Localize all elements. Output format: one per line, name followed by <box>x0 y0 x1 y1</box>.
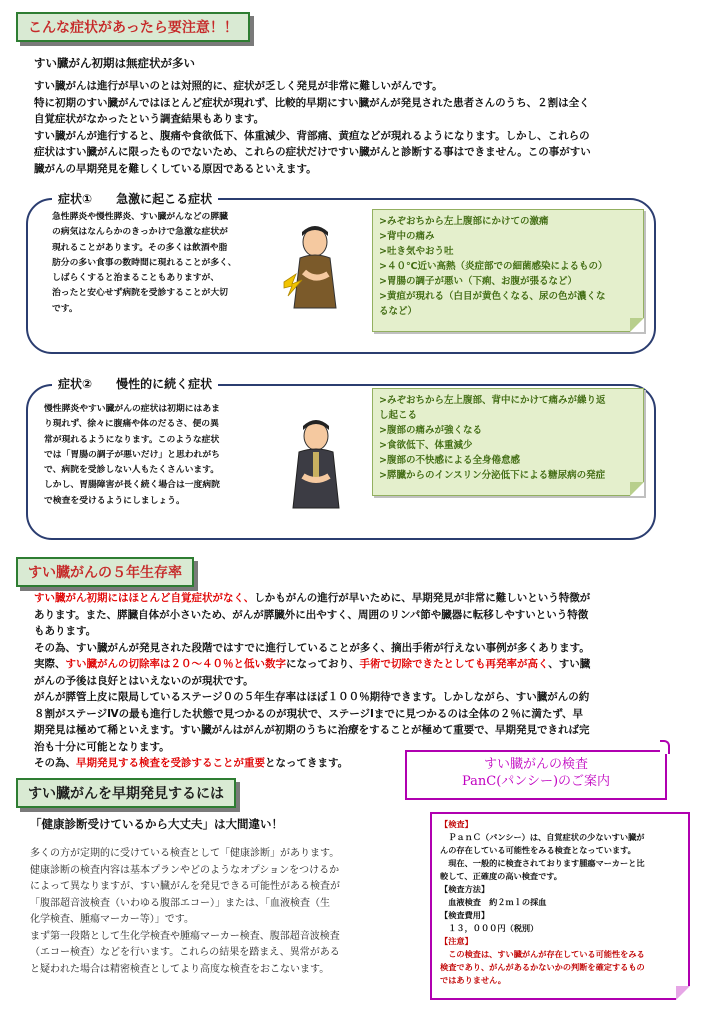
section1-subtitle: すい臓がん初期は無症状が多い <box>34 56 195 70</box>
paragraph-line: すい臓がんが進行すると、腹痛や食欲低下、体重減少、背部痛、黄疸などが現れるようになります。しかし、これらの <box>34 129 590 142</box>
paragraph-line: 健康診断の検査内容は基本プランやどのようなオプションをつけるか <box>30 864 340 876</box>
paragraph-line: 化学検査、腫瘍マーカー等）」です。 <box>30 914 194 925</box>
description-line: では「胃腸の調子が悪いだけ」と思われがち <box>44 449 220 460</box>
panc-label-fee: 【検査費用】 <box>440 910 490 920</box>
panc-label-caution: 【注意】 <box>440 936 473 946</box>
symptom-item: >膵臓からのインスリン分泌低下による糖尿病の発症 <box>379 470 606 481</box>
symptom2-description <box>44 402 279 509</box>
text: しかもがんの進行が早いために、早期発見が非常に難しいという特徴が <box>254 592 591 604</box>
symptom1-title: 症状① 急激に起こる症状 <box>52 190 218 207</box>
banner-curl <box>660 740 670 754</box>
text: になっており、 <box>286 658 360 670</box>
panc-text: 血液検査 約２ｍｌの採血 <box>440 897 547 907</box>
description-line: 急性膵炎や慢性膵炎、すい臓がんなどの膵臓 <box>52 212 228 222</box>
paragraph-line: すい臓がんは進行が早いのとは対照的に、症状が乏しく発見が非常に難しいがんです。 <box>34 80 443 92</box>
description-line: です。 <box>52 303 78 314</box>
paragraph-line: 症状はすい臓がんに限ったものでないため、これらの症状だけですい臓がんと診断する事はできません。この事がすい <box>34 146 591 158</box>
description-line: 治ったと安心せず病院を受診することが大切 <box>52 288 228 299</box>
paragraph-line: あります。また、膵臓自体が小さいため、がんが膵臓外に出やすく、周囲のリンパ節や臓器に転移しやすいという特徴 <box>34 608 589 621</box>
description-line: の病気はなんらかのきっかけで急激な症状が <box>52 227 228 238</box>
stomach-pain-figure-icon <box>285 418 347 510</box>
paragraph-line: 自覚症状がなかったという調査結果もあります。 <box>34 113 265 125</box>
section-header-warning: こんな症状があったら要注意！！ <box>16 12 250 42</box>
section3-subtitle: 「健康診断受けているから大丈夫」は大間違い！ <box>30 817 283 831</box>
panc-text: 較して、正確度の高い検査です。 <box>440 871 562 881</box>
description-line: で検査を受けるようにしましょう。 <box>44 495 185 506</box>
symptom-item: >腹部の痛みが強くなる <box>379 425 482 436</box>
panc-caution-text: 検査であり、がんがあるかないかの判断を確定するもの <box>440 962 645 972</box>
description-line: しばらくすると治まることもありますが、 <box>52 273 220 284</box>
symptom-item: るなど） <box>379 306 418 317</box>
paragraph-line: 「腹部超音波検査（いわゆる腹部エコー）」または、「血液検査（生 <box>30 897 330 909</box>
panc-info-box <box>430 812 690 1000</box>
paragraph-line: 多くの方が定期的に受けている検査として「健康診断」があります。 <box>30 848 340 859</box>
note-fold <box>630 318 644 332</box>
panc-banner-title: すい臓がんの検査 <box>483 757 588 772</box>
description-line: しかし、胃腸障害が長く続く場合は一度病院 <box>44 480 220 491</box>
section-header-early-detection: すい臓がんを早期発見するには <box>16 778 236 808</box>
paragraph-line: によって異なりますが、すい臓がんを発見できる可能性がある検査が <box>30 881 340 892</box>
panc-banner-subtitle: PanC(パンシー)のご案内 <box>461 774 611 789</box>
description-line: 肪分の多い食事の数時間に現れることが多く、 <box>52 257 237 268</box>
symptom-item: >吐き気やおう吐 <box>379 246 454 257</box>
panc-caution-text: ではありません。 <box>440 975 506 985</box>
emphasis: すい臓がん初期にはほとんど自覚症状がなく、 <box>34 592 255 604</box>
symptom2-list <box>372 388 644 496</box>
emphasis: すい臓がんの切除率は２０～４０％と低い数字 <box>65 658 286 670</box>
symptom-item: >みぞおちから左上腹部、背中にかけて痛みが繰り返 <box>379 395 606 406</box>
section3-body <box>30 846 420 978</box>
panc-text: んの存在している可能性をみる検査となっています。 <box>440 845 636 855</box>
symptom-item: >４０℃近い高熱（炎症部での細菌感染によるもの） <box>379 261 608 272</box>
paragraph-line: 特に初期のすい臓がんではほとんど症状が現れず、比較的早期にすい臓がんが発見された患者さんのうち、２割は全く <box>34 96 590 109</box>
paragraph-line: ８割がステージⅣの最も進行した状態で見つかるのが現状で、ステージⅠまでに見つかるのは全体の２％に満たず、早 <box>34 707 584 720</box>
panc-label-test: 【検査】 <box>440 819 473 829</box>
symptom-item: >食欲低下、体重減少 <box>379 440 473 451</box>
paragraph-line <box>34 656 709 673</box>
note-fold <box>630 482 644 496</box>
symptom2-title: 症状② 慢性的に続く症状 <box>52 375 218 392</box>
paragraph-line <box>34 590 709 607</box>
paragraph-line: と疑われた場合は精密検査としてより高度な検査をおこないます。 <box>30 963 330 975</box>
symptom-item: >背中の痛み <box>379 231 435 242</box>
text: となってきます。 <box>265 757 349 769</box>
panc-text: 現在、一般的に検査されております腫瘍マーカーと比 <box>440 858 645 868</box>
paragraph-line: （エコー検査）などを行います。これらの結果を踏まえ、異常がある <box>30 947 340 958</box>
paragraph-line: まず第一段階として生化学検査や腫瘍マーカー検査、腹部超音波検査 <box>30 930 340 942</box>
section1-body <box>34 78 709 177</box>
symptom-item: >胃腸の調子が悪い（下痢、お腹が張るなど） <box>379 276 577 287</box>
symptom-item: し起こる <box>379 410 418 421</box>
emphasis: 早期発見する検査を受診することが重要 <box>76 757 265 769</box>
paragraph-line: 期発見は極めて稀といえます。すい臓がんはがんが初期のうちに治療をすることが極めて重要で、早期発見できれば完 <box>34 724 590 736</box>
panc-text: １３，０００円（税別） <box>440 923 539 933</box>
panc-banner <box>405 750 667 800</box>
paragraph-line: その為、すい臓がんが発見された段階ではすでに進行していることが多く、摘出手術が行えない事例が多くあります。 <box>34 641 590 654</box>
symptom-item: >みぞおちから左上腹部にかけての激痛 <box>379 216 549 227</box>
description-line: で、病院を受診しない人もたくさんいます。 <box>44 465 220 476</box>
paragraph-line: 治も十分に可能となります。 <box>34 740 170 753</box>
paragraph-line: がんが膵管上皮に限局しているステージ０の５年生存率はほぼ１００％期待できます。しかしながら、すい臓がんの約 <box>34 691 590 703</box>
panc-caution-text: この検査は、すい臓がんが存在している可能性をみる <box>440 949 645 959</box>
panc-label-method: 【検査方法】 <box>440 884 490 894</box>
emphasis: 手術で切除できたとしても再発率が高く <box>359 658 549 670</box>
section-header-survival: すい臓がんの５年生存率 <box>16 557 194 587</box>
symptom-item: >腹部の不快感による全身倦怠感 <box>379 455 520 466</box>
symptom-item: >黄疸が現れる（白目が黄色くなる、尿の色が濃くな <box>379 291 606 302</box>
paragraph-line: がんの予後は良好とはいえないのが現状です。 <box>34 674 254 687</box>
text: その為、 <box>34 757 76 769</box>
description-line: 慢性膵炎やすい臓がんの症状は初期にはあま <box>44 404 220 414</box>
stomach-pain-figure-icon <box>282 222 344 310</box>
paragraph-line: もあります。 <box>34 625 97 637</box>
symptom1-list <box>372 209 644 332</box>
text: 、すい臓 <box>548 658 591 670</box>
panc-fold <box>676 986 690 1000</box>
description-line: 現れることがあります。その多くは飲酒や脂 <box>52 242 228 253</box>
panc-text: ＰａｎＣ（パンシー）は、自覚症状の少ないすい臓が <box>440 832 645 842</box>
description-line: 常が現れるようになります。このような症状 <box>44 434 220 445</box>
text: 実際、 <box>34 658 66 670</box>
section2-body <box>34 590 709 772</box>
paragraph-line: 臓がんの早期発見を難しくしている原因であるといえます。 <box>34 162 317 175</box>
symptom1-description <box>52 210 287 317</box>
description-line: り現れず、徐々に腹痛や体のだるさ、便の異 <box>44 419 219 430</box>
